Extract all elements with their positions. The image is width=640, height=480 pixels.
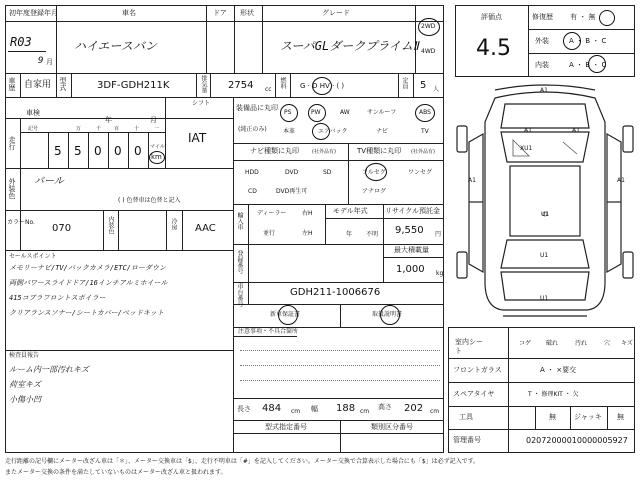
equipment-label: 装備品に丸印 <box>236 104 278 112</box>
model-value: 3DF-GDH211K <box>97 80 170 91</box>
type-number-label: 型式指定番号 <box>265 423 307 431</box>
mileage-digit: 0 <box>134 144 142 158</box>
score-label: 評価点 <box>481 13 502 21</box>
manual: 取扱説明書 <box>372 311 403 318</box>
equip-navi: ナビ <box>376 128 389 135</box>
import-dealer: ディーラー <box>257 210 287 217</box>
damage-label: A1 <box>468 177 476 184</box>
digit-label-sen: 千 <box>96 126 102 132</box>
navi-hdd: HDD <box>245 169 259 176</box>
grade: スーパGLダークプライムⅡ <box>280 39 419 53</box>
tv-sub: (社外品有) <box>411 149 435 155</box>
management-number-label: 管理番号 <box>453 436 481 444</box>
tv-oneseg: ワンセグ <box>408 169 433 176</box>
reg-month-suffix: 月 <box>46 58 53 66</box>
footer-note-2: またメーター交換の条件を満たしていないものはメーター改ざん車と扱われます。 <box>5 469 227 476</box>
mileage-digit: 5 <box>54 144 62 158</box>
interior-color-label: 内装色 <box>107 216 114 234</box>
notes-label: 注意事項・不具合箇所 <box>238 328 299 335</box>
shift-label: シフト <box>192 100 211 107</box>
height-unit: cm <box>430 408 440 415</box>
digit-label-man: 万 <box>76 126 82 132</box>
management-number-value: 02072000010000005927 <box>526 436 628 445</box>
damage-label: A1 <box>540 87 548 94</box>
shift-value: IAT <box>188 131 207 145</box>
import-label: 輸入車 <box>236 212 243 230</box>
vin-label: 車台番号 <box>236 283 243 307</box>
damage-label: XU1 <box>520 145 533 152</box>
jack-value: 無 <box>617 413 624 421</box>
room-item-yogore: 汚れ <box>575 340 588 347</box>
capacity-unit: 人 <box>433 86 440 93</box>
equip-sunroof: サンルーフ <box>367 109 397 116</box>
color-no-value: 070 <box>52 223 72 234</box>
width-unit: cm <box>360 408 370 415</box>
inspector-label: 検査員報告 <box>9 352 40 359</box>
tv-analog: アナログ <box>362 188 387 195</box>
inspector-line: ルーム内一部汚れキズ <box>9 365 89 374</box>
equipment-sub: (純正のみ) <box>238 126 267 133</box>
exterior-grade-label: 外装 <box>535 37 549 45</box>
navi-label: ナビ種類に丸印 <box>250 147 299 155</box>
category-value: 自家用 <box>24 80 52 90</box>
tv-label: TV種類に丸印 <box>357 147 402 155</box>
sales-point-line: メモリーナビ/TV/バックカメラ/ETC/ローダウン <box>9 264 166 272</box>
new-warranty: 新車保証書 <box>270 311 301 318</box>
reg-year-label: 初年度登録年月 <box>9 9 58 17</box>
mileage-label: 走行 <box>8 136 16 150</box>
capacity-value: 5 <box>420 80 427 91</box>
inspector-line: 小傷小凹 <box>9 395 41 404</box>
model-year-unknown: 不明 <box>366 231 379 238</box>
cooler-label: 冷房 <box>170 218 177 230</box>
class-number-label: 類別区分番号 <box>371 423 413 431</box>
shaken-label: 車検 <box>26 109 40 117</box>
import-right: 右H <box>302 210 313 217</box>
km-unit: km <box>151 153 162 161</box>
max-load-value: 1,000 <box>396 264 425 275</box>
drive-4wd: 4WD <box>421 48 436 55</box>
repair-options: 有 ・ 無 <box>570 13 596 21</box>
sales-point-line: 両側パワースライドドア/16インチアルミホイール <box>9 279 168 287</box>
equip-leather: 本革 <box>283 128 296 135</box>
shaken-month: 月 <box>150 116 157 124</box>
displacement-label: 排気量 <box>200 75 207 93</box>
windshield-value: A ・ ×要交 <box>540 366 577 374</box>
equip-pw: PW <box>311 109 321 116</box>
height-label: 高さ <box>378 403 392 411</box>
door-label: ドア <box>213 9 227 17</box>
tv-fullseg: フルセグ <box>362 169 386 176</box>
inspector-line: 荷室キズ <box>9 380 41 389</box>
navi-sub: (社外品有) <box>312 149 336 155</box>
damage-label: U1 <box>540 295 549 302</box>
navi-dvd: DVD <box>285 169 299 176</box>
car-damage-diagram <box>455 82 635 322</box>
tools-label: 工具 <box>459 413 473 421</box>
mileage-digit: 0 <box>114 144 122 158</box>
navi-dvd-play: DVD再生可 <box>276 188 308 195</box>
digit-label-ichi: 一 <box>154 126 160 132</box>
length-value: 484 <box>262 403 282 414</box>
reg-month: 9 <box>38 56 44 66</box>
digit-label-kigo: 記号 <box>28 126 39 132</box>
room-seat-label: 室内シート <box>455 338 483 356</box>
model-year-unit: 年 <box>346 231 353 238</box>
shaken-year: 年 <box>105 116 112 124</box>
width-value: 188 <box>336 403 356 414</box>
sales-point-line: クリアランスソナー/シートカバー/ベッドキット <box>9 309 164 317</box>
spare-tire-value: T ・ 修理KIT ・ 欠 <box>528 391 579 398</box>
max-load-label: 最大積載量 <box>394 246 429 254</box>
repair-label: 修復歴 <box>532 13 553 21</box>
recycle-label: リサイクル預託金 <box>385 207 441 215</box>
reg-number-label: 登録番号 <box>236 250 243 274</box>
vin-value: GDH211-1006676 <box>290 287 381 298</box>
sales-points-label: セールスポイント <box>9 253 57 260</box>
jack-label: ジャッキ <box>574 413 602 421</box>
length-label: 長さ <box>237 405 251 413</box>
shape-label: 形状 <box>240 9 254 17</box>
mile-unit: マイル <box>150 144 165 150</box>
navi-cd: CD <box>248 188 257 195</box>
room-item-ana: 穴 <box>604 340 611 347</box>
reg-era: R03 <box>10 35 32 49</box>
car-name: ハイエースバン <box>74 39 157 53</box>
import-parallel: 並行 <box>263 230 276 237</box>
windshield-label: フロントガラス <box>453 366 502 374</box>
interior-grade-label: 内装 <box>535 61 549 69</box>
equip-abs: ABS <box>419 109 431 116</box>
exterior-grade-options: A ・ B ・ C <box>569 37 607 45</box>
room-item-yabure: 破れ <box>546 340 559 347</box>
navi-sd: SD <box>323 169 332 176</box>
cc-unit: cc <box>265 86 272 93</box>
damage-label: A1 <box>572 127 580 134</box>
damage-label: A1 <box>617 177 625 184</box>
footer-note-1: 走行距離の記号欄にメーター改ざん車は「＊」、メーター交換車は「$」、走行不明車は「#」を記入してください。メーター交換で合算表示した場合にも「$」は必ず記入です。 <box>5 458 480 465</box>
room-item-kizu: キズ <box>621 340 633 347</box>
room-item-koge: コゲ <box>519 340 532 347</box>
capacity-label: 定員 <box>401 77 408 89</box>
height-value: 202 <box>404 403 424 414</box>
repair-none-circle <box>599 10 615 26</box>
recycle-value: 9,550 <box>395 225 424 236</box>
sales-point-line: 415コブラフロントスポイラー <box>9 294 106 302</box>
score-value: 4.5 <box>476 36 511 61</box>
exterior-color-label: 外装色 <box>8 178 16 199</box>
equip-ps: PS <box>284 109 292 116</box>
width-label: 幅 <box>311 405 318 413</box>
category-label: 車歴 <box>8 77 16 91</box>
exterior-color-note: ( ) 色替車は色替と記入 <box>118 197 181 204</box>
damage-label: U1 <box>540 252 549 259</box>
damage-label: U1 <box>541 211 550 218</box>
drive-2wd: 2WD <box>421 23 436 30</box>
mileage-digit: 5 <box>74 144 82 158</box>
tools-value: 無 <box>549 413 556 421</box>
import-left: 左H <box>302 230 313 237</box>
digit-label-juu: 十 <box>134 126 140 132</box>
equip-aw: AW <box>340 109 350 116</box>
cooler-value: AAC <box>195 223 216 234</box>
grade-label: グレード <box>322 9 350 17</box>
equip-airbag: エアバック <box>318 128 348 135</box>
length-unit: cm <box>291 408 301 415</box>
model-label: 型式 <box>59 77 67 91</box>
equip-tv: TV <box>421 128 429 135</box>
spare-tire-label: スペアタイヤ <box>453 390 495 398</box>
digit-label-hyaku: 百 <box>114 126 120 132</box>
interior-grade-options: A ・ B ・ C <box>569 61 607 69</box>
displacement-value: 2754 <box>228 80 254 91</box>
mileage-digit: 0 <box>94 144 102 158</box>
model-year-label: モデル年式 <box>333 207 368 215</box>
damage-label: A1 <box>524 127 532 134</box>
color-no-label: カラーNo. <box>7 219 35 226</box>
car-name-label: 車名 <box>122 9 136 17</box>
exterior-color-value: パール <box>34 176 64 187</box>
fuel-label: 燃料 <box>279 77 286 89</box>
recycle-yen: 円 <box>435 231 442 238</box>
fuel-options: G · D HV · ( ) <box>300 82 345 90</box>
max-load-unit: kg <box>436 270 444 277</box>
